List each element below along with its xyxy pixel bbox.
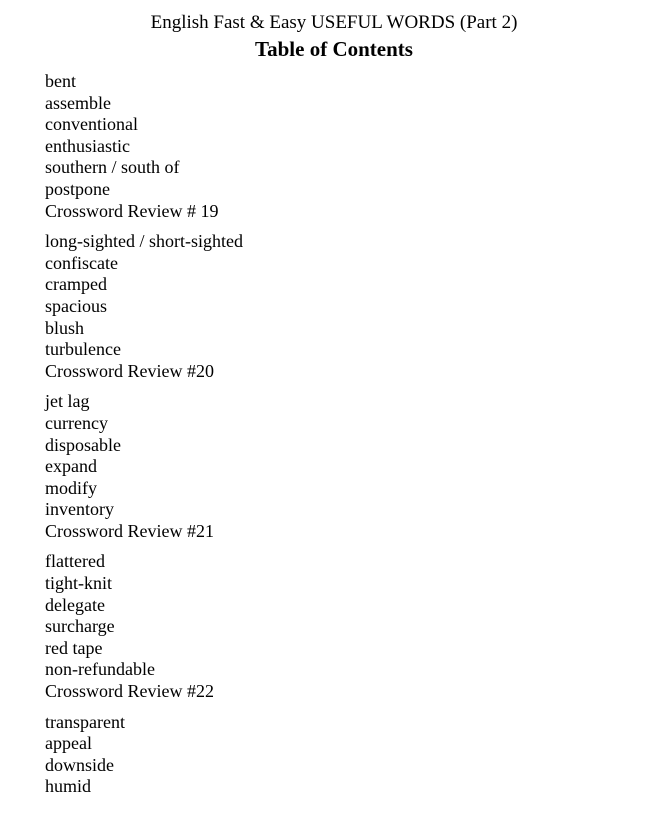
toc-item: flattered [45,551,105,572]
toc-item: disposable [45,434,121,455]
toc-section [45,551,645,702]
document-title: English Fast & Easy USEFUL WORDS (Part 2) [150,12,518,33]
toc-item: appeal [45,733,92,754]
toc-item: blush [45,317,85,338]
toc-item: Crossword Review #22 [45,681,214,702]
toc-item: currency [45,412,108,433]
toc-item: tight-knit [45,573,112,594]
toc-item: delegate [45,594,105,615]
toc-item: turbulence [45,339,121,360]
table-of-contents [45,71,645,807]
toc-item: Crossword Review #20 [45,360,214,381]
toc-item: conventional [45,114,138,135]
toc-item: assemble [45,92,111,113]
toc-section [45,712,645,798]
toc-section [45,231,645,382]
toc-section [45,391,645,542]
toc-item: jet lag [45,391,90,412]
toc-item: modify [45,477,97,498]
toc-item: surcharge [45,616,115,637]
toc-section [45,71,645,222]
toc-item: enthusiastic [45,135,130,156]
toc-item: humid [45,776,92,797]
toc-item: Crossword Review # 19 [45,200,219,221]
toc-item: spacious [45,295,107,316]
toc-item: Crossword Review #21 [45,520,214,541]
toc-item: bent [45,71,76,91]
toc-item: red tape [45,637,103,658]
toc-item: long-sighted / short-sighted [45,231,243,252]
toc-item: transparent [45,711,125,732]
toc-item: confiscate [45,252,118,273]
toc-item: postpone [45,178,110,199]
toc-item: downside [45,754,114,775]
toc-item: expand [45,456,97,477]
toc-item: cramped [45,274,107,295]
toc-item: non-refundable [45,659,155,680]
toc-item: southern / south of [45,157,180,178]
toc-heading: Table of Contents [255,37,413,61]
toc-item: inventory [45,499,114,520]
